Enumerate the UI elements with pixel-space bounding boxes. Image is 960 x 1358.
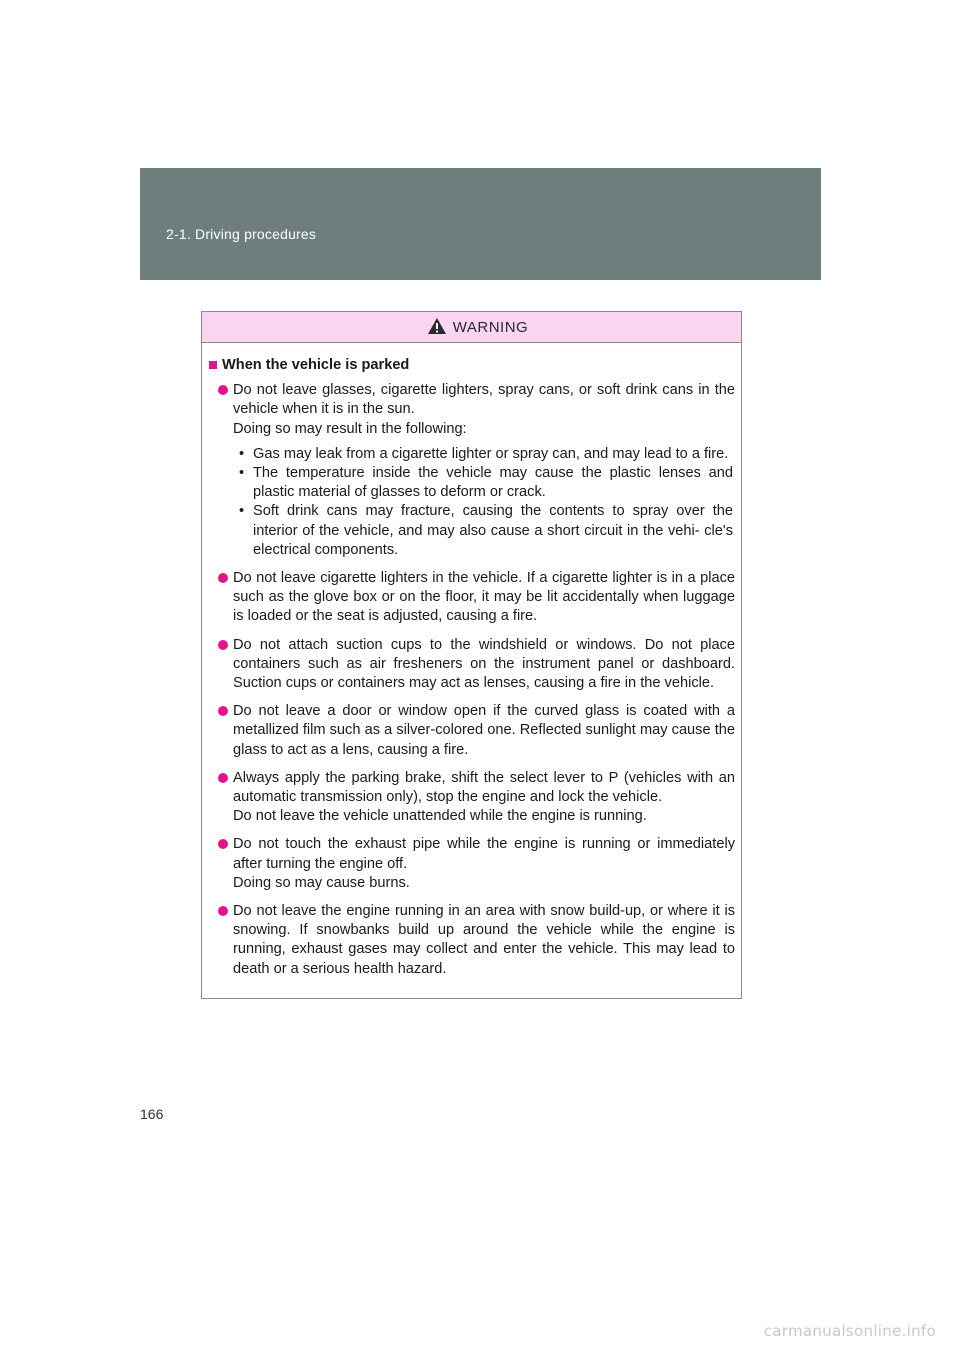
page-number: 166 xyxy=(140,1106,164,1122)
warning-item-text-2: Doing so may result in the following: xyxy=(233,420,467,437)
warning-item-text: Always apply the parking brake, shift the select lever to P (vehicles with an automatic transmission only), stop the engine and lock the vehicle. xyxy=(233,769,735,806)
sub-list xyxy=(233,445,735,560)
warning-item-text: Do not leave glasses, cigarette lighters, spray cans, or soft drink cans in the vehicle when it is in the sun. xyxy=(233,382,735,418)
small-dot-icon: • xyxy=(239,465,245,482)
sub-list-item-text: The temperature inside the vehicle may cause the plastic lenses and plastic material of glasses to deform or crack. xyxy=(253,465,733,501)
warning-item xyxy=(209,569,735,627)
small-dot-icon: • xyxy=(239,445,245,462)
warning-item-text: Do not leave the engine running in an area with snow build-up, or where it is snowing. If snowbanks build up around the vehicle while the engine is running, exhaust gases may collect and enter the vehicle. This may lead to death or a serious health hazard. xyxy=(233,903,735,977)
sub-list-item-text: Gas may leak from a cigarette lighter or spray can, and may lead to a fire. xyxy=(253,445,729,462)
warning-item-text: Do not attach suction cups to the windshield or windows. Do not place containers such as air fresheners on the instrument panel or dashboard. Suction cups or containers may act as lenses, causing a fire in the vehicle. xyxy=(233,636,735,692)
watermark: carmanualsonline.info xyxy=(763,1322,936,1340)
circle-bullet-icon xyxy=(218,640,228,650)
small-dot-icon: • xyxy=(239,503,245,520)
circle-bullet-icon xyxy=(218,706,228,716)
warning-item-text-2: Do not leave the vehicle unattended while the engine is running. xyxy=(233,808,647,825)
circle-bullet-icon xyxy=(218,385,228,395)
circle-bullet-icon xyxy=(218,839,228,849)
warning-item xyxy=(209,769,735,827)
warning-topic-text: When the vehicle is parked xyxy=(222,357,410,373)
section-header-band xyxy=(140,168,821,280)
circle-bullet-icon xyxy=(218,773,228,783)
warning-box xyxy=(201,311,742,999)
circle-bullet-icon xyxy=(218,573,228,583)
warning-item-text: Do not leave cigarette lighters in the vehicle. If a cigarette lighter is in a place such as the glove box or on the floor, it may be lit accidentally when luggage is loaded or the seat is adjusted, causing a fire. xyxy=(233,570,735,625)
warning-label: WARNING xyxy=(452,318,529,336)
warning-item-text: Do not touch the exhaust pipe while the engine is running or immediately after turning the engine off. xyxy=(233,836,735,872)
warning-header xyxy=(202,312,741,343)
sub-list-item xyxy=(233,464,735,502)
sub-list-item xyxy=(233,502,735,560)
warning-item-text-2: Doing so may cause burns. xyxy=(233,874,410,891)
warning-item xyxy=(209,702,735,760)
circle-bullet-icon xyxy=(218,906,228,916)
section-title: 2-1. Driving procedures xyxy=(166,226,317,242)
warning-item xyxy=(209,835,735,893)
sub-list-item xyxy=(233,445,735,464)
warning-item xyxy=(209,636,735,694)
warning-body xyxy=(202,343,741,979)
warning-triangle-icon xyxy=(427,317,447,335)
warning-item-text: Do not leave a door or window open if the curved glass is coated with a metallized film such as a silver-colored one. Reflected sunlight may cause the glass to act as a lens, causing a fire. xyxy=(233,703,735,758)
warning-item xyxy=(209,902,735,979)
sub-list-item-text: Soft drink cans may fracture, causing the contents to spray over the interior of the vehicle, and may also cause a short circuit in the vehi- cle's electrical components. xyxy=(253,503,733,558)
square-bullet-icon xyxy=(209,361,217,369)
warning-item xyxy=(209,381,735,560)
warning-topic xyxy=(209,356,735,375)
